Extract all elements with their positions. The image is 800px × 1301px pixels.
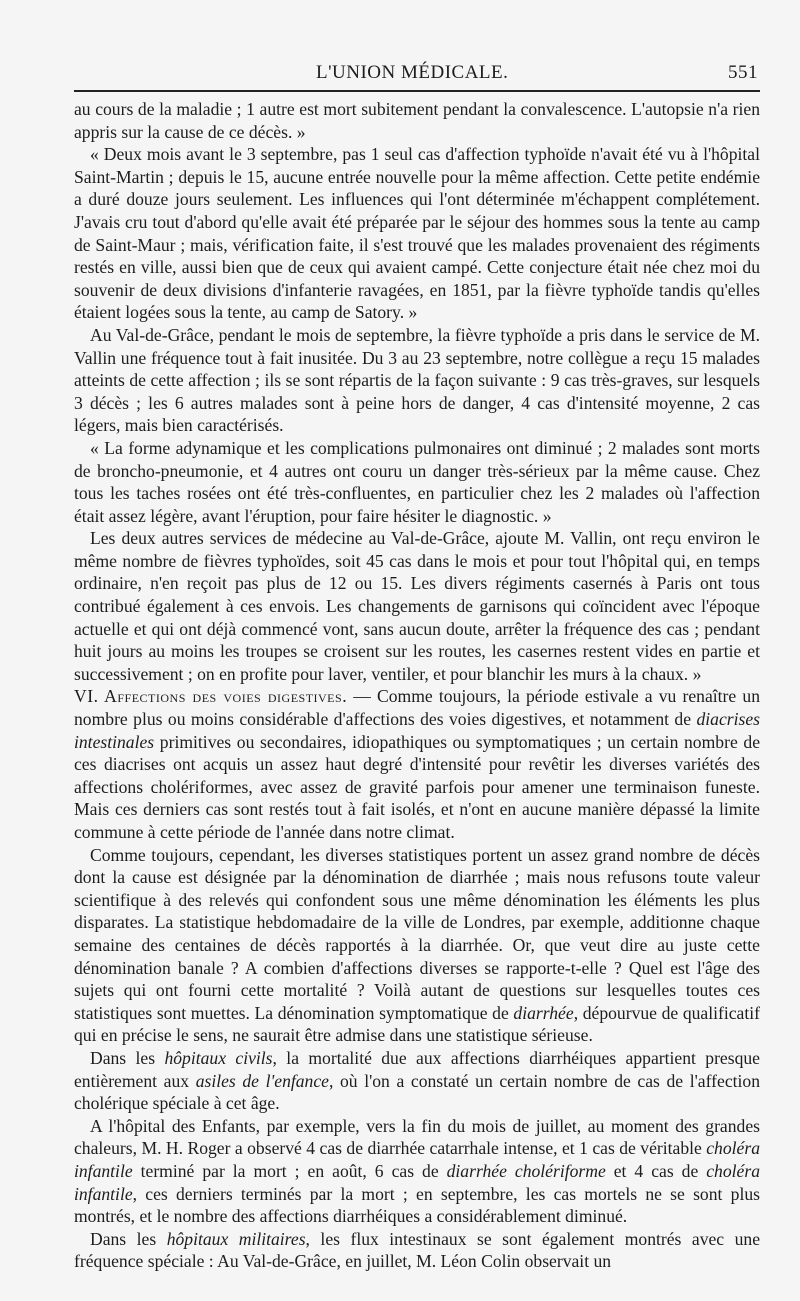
running-title: L'UNION MÉDICALE. xyxy=(316,62,509,83)
paragraph: au cours de la maladie ; 1 autre est mort subitement pendant la convalescence. L'autopsie n'a rien appris sur la cause de ce décès. » xyxy=(74,99,760,142)
paragraph: « La forme adynamique et les complications pulmonaires ont diminué ; 2 malades sont morts de broncho-pneumonie, et 4 autres ont couru un danger très-sérieux par la même cause. Chez tous les taches rosées ont été très-confluentes, en particulier chez les 2 malades où l'affection était assez légère, avant l'éruption, pour faire hésiter le diagnostic. » xyxy=(74,437,760,526)
paragraph: Dans les hôpitaux civils, la mortalité due aux affections diarrhéiques appartient presque entièrement aux asiles de l'enfance, où l'on a constaté un certain nombre de cas de l'affection cholérique spéciale à cet âge. xyxy=(74,1047,760,1114)
section-paragraph: VI. Affections des voies digestives. — Comme toujours, la période estivale a vu renaître un nombre plus ou moins considérable d'affections des voies digestives, et notamment de diacrises intestinales primitives ou secondaires, idiopathiques ou symptomatiques ; un certain nombre de ces diacrises ont acquis un assez haut degré d'intensité pour revêtir les diverses variétés des affections cholériformes, avec assez de gravité parfois pour amener une terminaison funeste. Mais ces derniers cas sont restés tout à fait isolés, et n'ont en aucune manière dépassé la limite commune à cette période de l'année dans notre climat. xyxy=(74,686,760,842)
paragraph: Les deux autres services de médecine au Val-de-Grâce, ajoute M. Vallin, ont reçu environ le même nombre de fièvres typhoïdes, soit 45 cas dans le mois et pour tout l'hôpital qui, en temps ordinaire, n'en reçoit pas plus de 12 ou 15. Les divers régiments casernés à Paris ont tous contribué également à ces envois. Les changements de garnisons qui coïncident avec l'époque actuelle et qui ont déjà commencé vont, sans aucun doute, arrêter la fréquence des cas ; pendant huit jours au moins les troupes se croisent sur les routes, les casernes restent vides en partie et successivement ; on en profite pour laver, ventiler, et pour blanchir les murs à la chaux. » xyxy=(74,528,760,684)
header-rule xyxy=(74,90,760,92)
section-heading: VI. Affections des voies digestives. xyxy=(74,686,348,707)
paragraph: « Deux mois avant le 3 septembre, pas 1 seul cas d'affection typhoïde n'avait été vu à l'hôpital Saint-Martin ; depuis le 15, aucune entrée nouvelle pour la même affection. Cette petite endémie a duré douze jours seulement. Les influences qui l'ont déterminée m'échappent complétement. J'avais cru tout d'abord qu'elle avait été préparée par le séjour des hommes sous la tente au camp de Saint-Maur ; mais, vérification faite, il s'est trouvé que les malades provenaient des régiments restés en ville, aussi bien que de ceux qui avaient campé. Cette conjecture était née chez moi du souvenir de deux divisions d'infanterie ravagées, en 1851, par la fièvre typhoïde tandis qu'elles étaient logées sous la tente, au camp de Satory. » xyxy=(74,144,760,323)
paragraph: A l'hôpital des Enfants, par exemple, vers la fin du mois de juillet, au moment des grandes chaleurs, M. H. Roger a observé 4 cas de diarrhée catarrhale intense, et 1 cas de véritable choléra infantile terminé par la mort ; en août, 6 cas de diarrhée cholériforme et 4 cas de choléra infantile, ces derniers terminés par la mort ; en septembre, les cas mortels ne se sont plus montrés, et le nombre des affections diarrhéiques a considérablement diminué. xyxy=(74,1115,760,1227)
paragraph: Au Val-de-Grâce, pendant le mois de septembre, la fièvre typhoïde a pris dans le service de M. Vallin une fréquence tout à fait inusitée. Du 3 au 23 septembre, notre collègue a reçu 15 malades atteints de cette affection ; ils se sont répartis de la façon suivante : 9 cas très-graves, sur lesquels 3 décès ; les 6 autres malades sont à peine hors de danger, 4 cas d'intensité moyenne, 2 cas légers, mais bien caractérisés. xyxy=(74,324,760,436)
page-number: 551 xyxy=(728,62,758,83)
page-header xyxy=(74,52,760,82)
paragraph: Dans les hôpitaux militaires, les flux intestinaux se sont également montrés avec une fréquence spéciale : Au Val-de-Grâce, en juillet, M. Léon Colin observait un xyxy=(74,1228,761,1272)
article-body xyxy=(74,98,760,1273)
paragraph: Comme toujours, cependant, les diverses statistiques portent un assez grand nombre de décès dont la cause est désignée par la dénomination de diarrhée ; mais nous refusons toute valeur scientifique à des relevés qui confondent sous une même dénomination les éléments les plus disparates. La statistique hebdomadaire de la ville de Londres, par exemple, additionne chaque semaine des centaines de décès rapportés à la diarrhée. Or, que veut dire au juste cette dénomination banale ? A combien d'affections diverses se rapporte-t-elle ? Quel est l'âge des sujets qui ont fourni cette mortalité ? Voilà autant de questions sur lesquelles toutes ces statistiques sont muettes. La dénomination symptomatique de diarrhée, dépourvue de qualificatif qui en précise le sens, ne saurait être admise dans une statistique sérieuse. xyxy=(74,844,760,1046)
